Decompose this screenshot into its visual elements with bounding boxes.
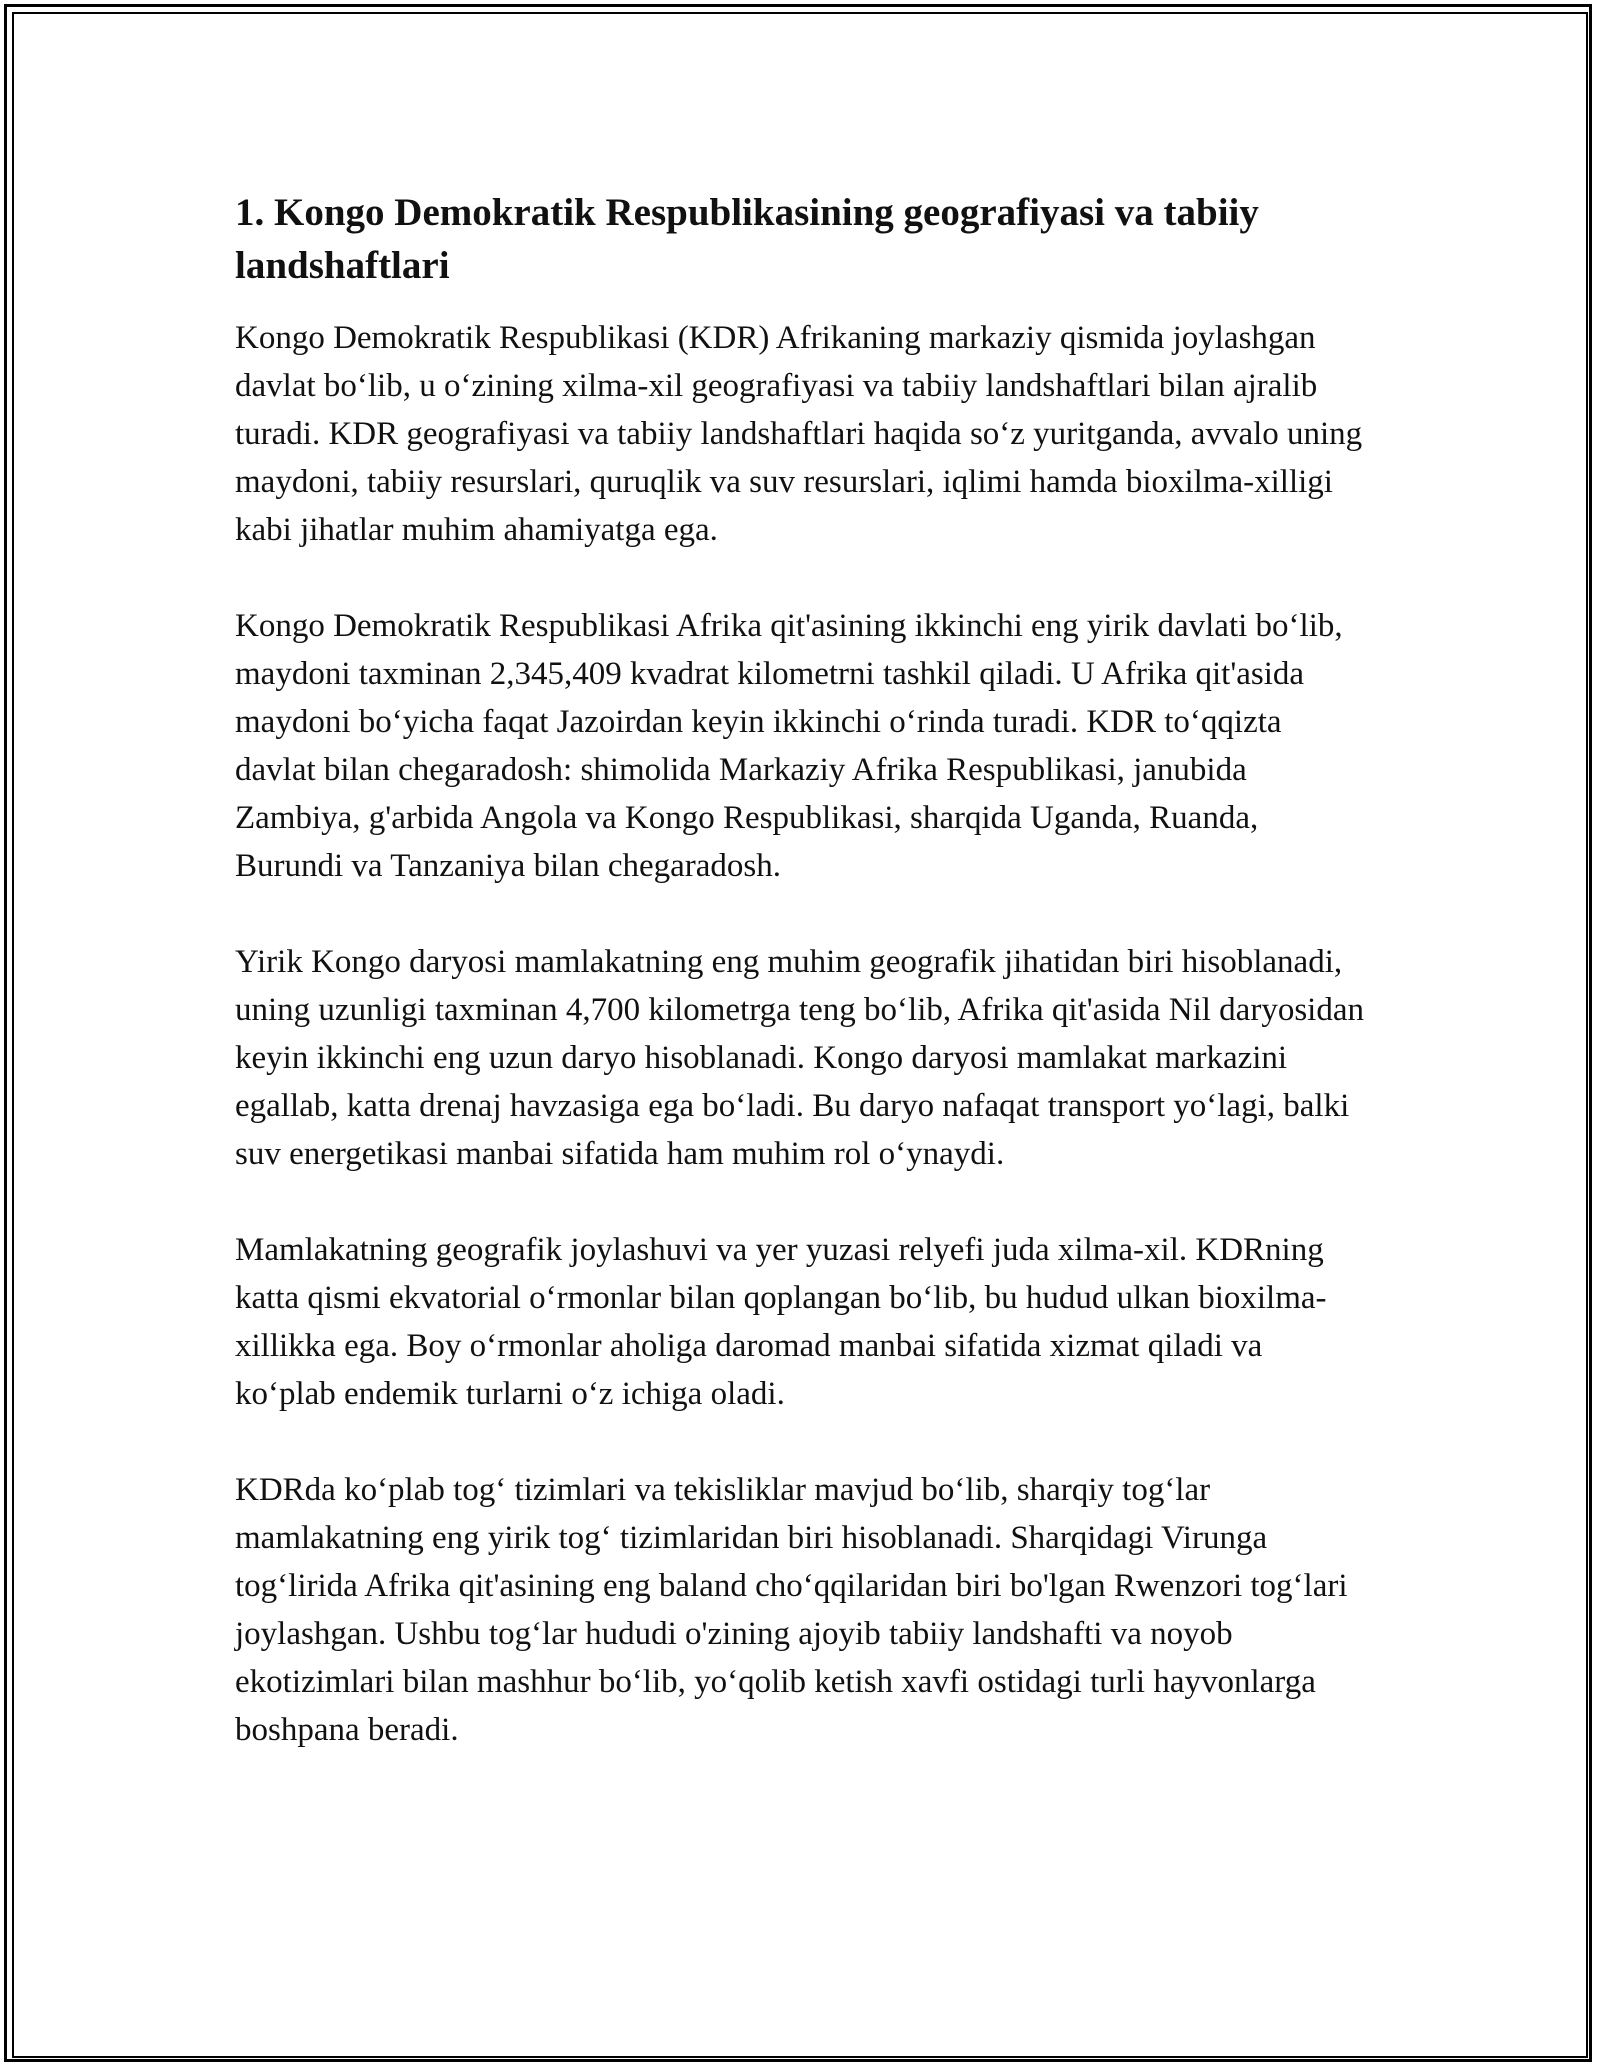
paragraph-area-borders: Kongo Demokratik Respublikasi Afrika qit'asining ikkinchi eng yirik davlati bo‘lib, maydoni taxminan 2,345,409 kvadrat kilometrni tashkil qiladi. U Afrika qit'asida maydoni bo‘yicha faqat Jazoirdan keyin ikkinchi o‘rinda turadi. KDR to‘qqizta davlat bilan chegaradosh: shimolida Markaziy Afrika Respublikasi, janubida Zambiya, g'arbida Angola va Kongo Respublikasi, sharqida Uganda, Ruanda, Burundi va Tanzaniya bilan chegaradosh. (235, 608, 1343, 884)
paragraph-intro: Kongo Demokratik Respublikasi (KDR) Afrikaning markaziy qismida joylashgan davlat bo‘lib, u o‘zining xilma-xil geografiyasi va tabiiy landshaftlari bilan ajralib turadi. KDR geografiyasi va tabiiy landshaftlari haqida so‘z yuritganda, avvalo uning maydoni, tabiiy resurslari, quruqlik va suv resurslari, iqlimi hamda bioxilma-xilligi kabi jihatlar muhim ahamiyatga ega. (235, 320, 1363, 548)
paragraph-relief-forests: Mamlakatning geografik joylashuvi va yer yuzasi relyefi juda xilma-xil. KDRning katta qismi ekvatorial o‘rmonlar bilan qoplangan bo‘lib, bu hudud ulkan bioxilma-xillikka ega. Boy o‘rmonlar aholiga daromad manbai sifatida xizmat qiladi va ko‘plab endemik turlarni o‘z ichiga oladi. (235, 1232, 1327, 1412)
section-heading: 1. Kongo Demokratik Respublikasining geografiyasi va tabiiy landshaftlari (235, 191, 1259, 287)
paragraph-mountains: KDRda ko‘plab tog‘ tizimlari va tekisliklar mavjud bo‘lib, sharqiy tog‘lar mamlakatning eng yirik tog‘ tizimlaridan biri hisoblanadi. Sharqidagi Virunga tog‘lirida Afrika qit'asining eng baland cho‘qqilaridan biri bo'lgan Rwenzori tog‘lari joylashgan. Ushbu tog‘lar hududi o'zining ajoyib tabiiy landshafti va noyob ekotizimlari bilan mashhur bo‘lib, yo‘qolib ketish xavfi ostidagi turli hayvonlarga boshpana beradi. (235, 1472, 1348, 1748)
document-body (235, 186, 1365, 1802)
paragraph-congo-river: Yirik Kongo daryosi mamlakatning eng muhim geografik jihatidan biri hisoblanadi, uning uzunligi taxminan 4,700 kilometrga teng bo‘lib, Afrika qit'asida Nil daryosidan keyin ikkinchi eng uzun daryo hisoblanadi. Kongo daryosi mamlakat markazini egallab, katta drenaj havzasiga ega bo‘ladi. Bu daryo nafaqat transport yo‘lagi, balki suv energetikasi manbai sifatida ham muhim rol o‘ynaydi. (235, 944, 1364, 1172)
